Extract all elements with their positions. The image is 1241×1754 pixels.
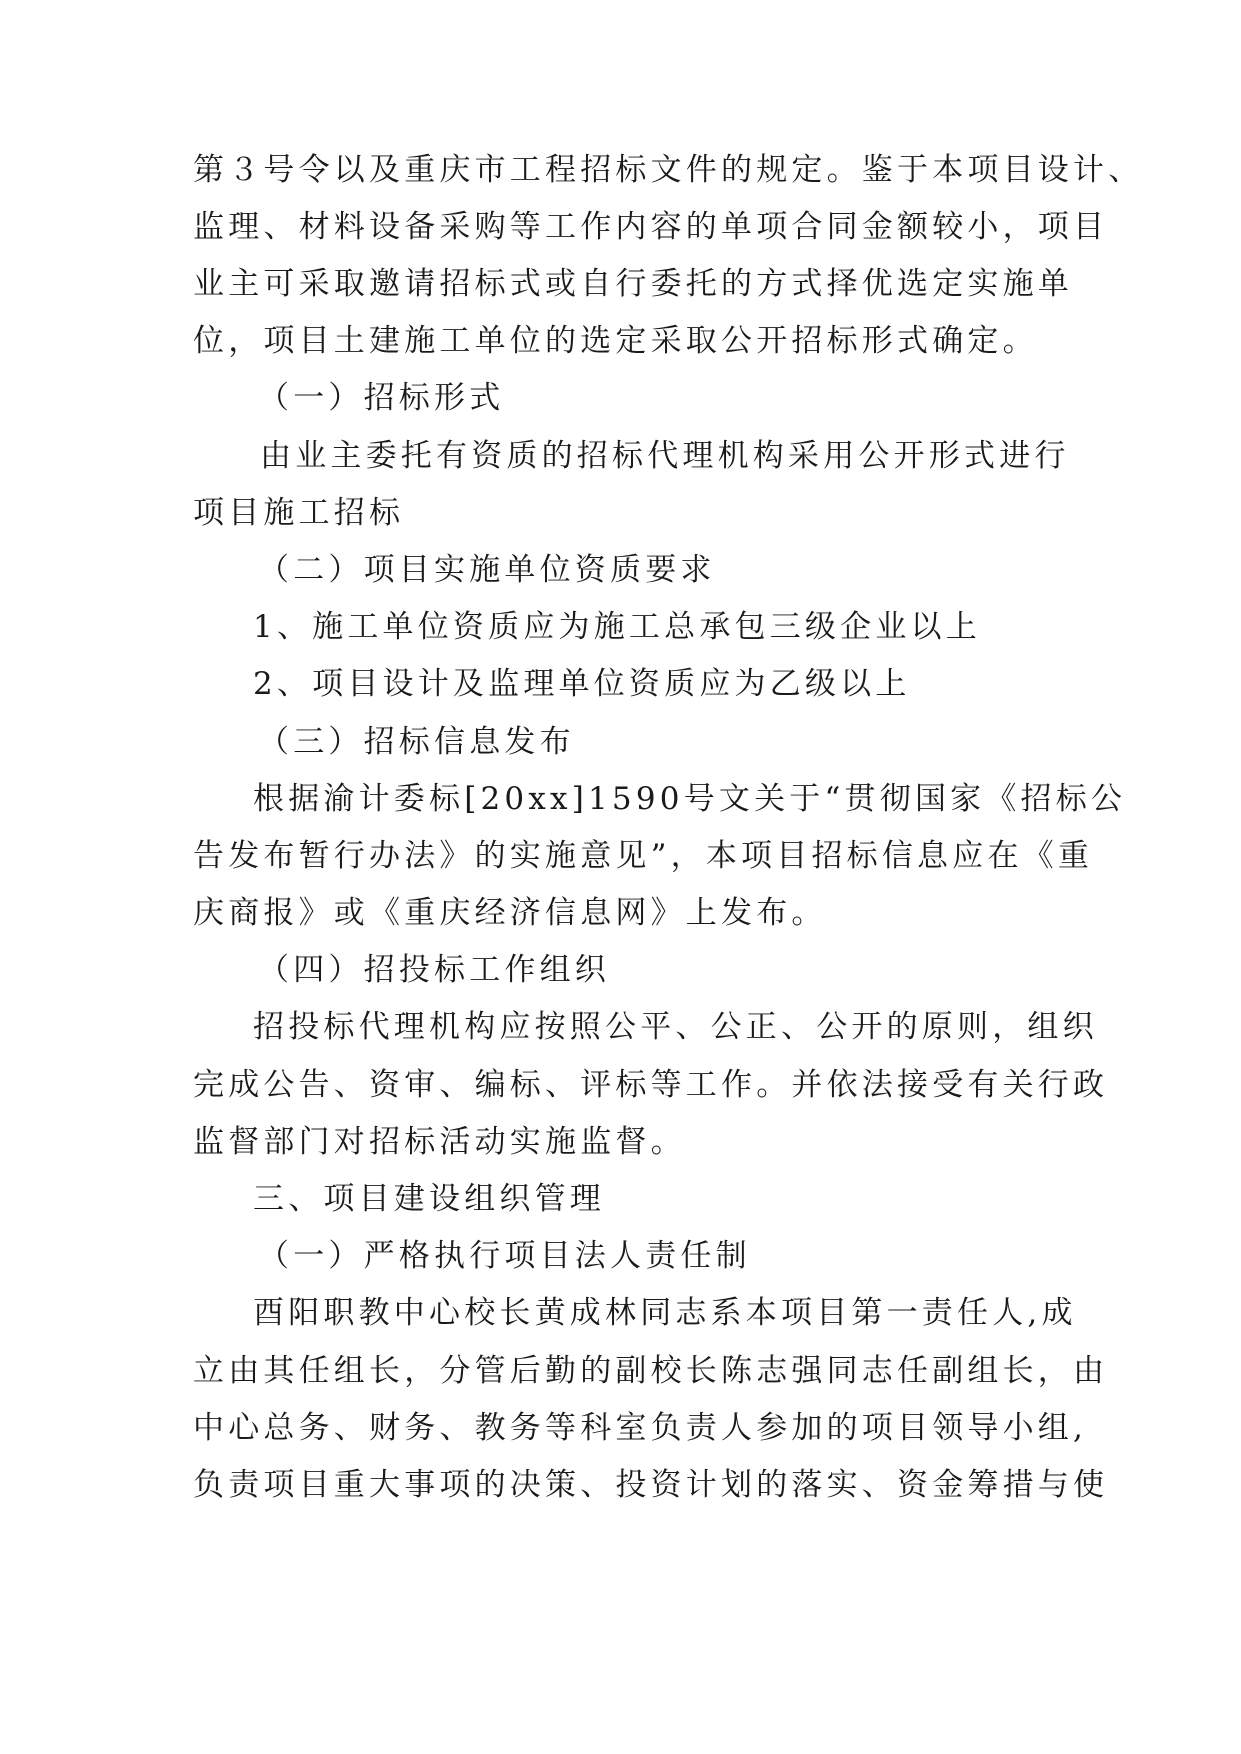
body-text-line: 庆商报》或《重庆经济信息网》上发布。	[193, 895, 827, 931]
list-item: 1、施工单位资质应为施工总承包三级企业以上	[253, 609, 981, 645]
section-heading: （二）项目实施单位资质要求	[258, 552, 716, 588]
body-text-line: 位，项目土建施工单位的选定采取公开招标形式确定。	[193, 323, 1038, 359]
section-heading: （一）招标形式	[258, 380, 505, 416]
body-text-line: 业主可采取邀请招标式或自行委托的方式择优选定实施单	[193, 266, 1073, 302]
body-text-line: 监理、材料设备采购等工作内容的单项合同金额较小，项目	[193, 209, 1109, 245]
body-text-line: 根据渝计委标[20xx]1590号文关于“贯彻国家《招标公	[253, 781, 1127, 817]
section-heading: （一）严格执行项目法人责任制	[258, 1238, 751, 1274]
body-text-line: 完成公告、资审、编标、评标等工作。并依法接受有关行政	[193, 1067, 1109, 1103]
body-text-line: 项目施工招标	[193, 495, 405, 531]
body-text-line: 监督部门对招标活动实施监督。	[193, 1124, 686, 1160]
body-text-line: 由业主委托有资质的招标代理机构采用公开形式进行	[260, 438, 1070, 474]
body-text-line: 第３号令以及重庆市工程招标文件的规定。鉴于本项目设计、	[193, 152, 1144, 188]
body-text-line: 告发布暂行办法》的实施意见”，本项目招标信息应在《重	[193, 838, 1094, 874]
body-text-line: 招投标代理机构应按照公平、公正、公开的原则，组织	[253, 1009, 1098, 1045]
list-item: 2、项目设计及监理单位资质应为乙级以上	[253, 666, 911, 702]
body-text-line: 立由其任组长，分管后勤的副校长陈志强同志任副组长，由	[193, 1353, 1109, 1389]
section-heading: （四）招投标工作组织	[258, 952, 610, 988]
body-text-line: 中心总务、财务、教务等科室负责人参加的项目领导小组,	[193, 1410, 1088, 1446]
body-text-line: 负责项目重大事项的决策、投资计划的落实、资金筹措与使	[193, 1467, 1109, 1503]
section-heading: （三）招标信息发布	[258, 724, 575, 760]
section-heading: 三、项目建设组织管理	[253, 1181, 605, 1217]
body-text-line: 酉阳职教中心校长黄成林同志系本项目第一责任人,成	[253, 1295, 1077, 1331]
